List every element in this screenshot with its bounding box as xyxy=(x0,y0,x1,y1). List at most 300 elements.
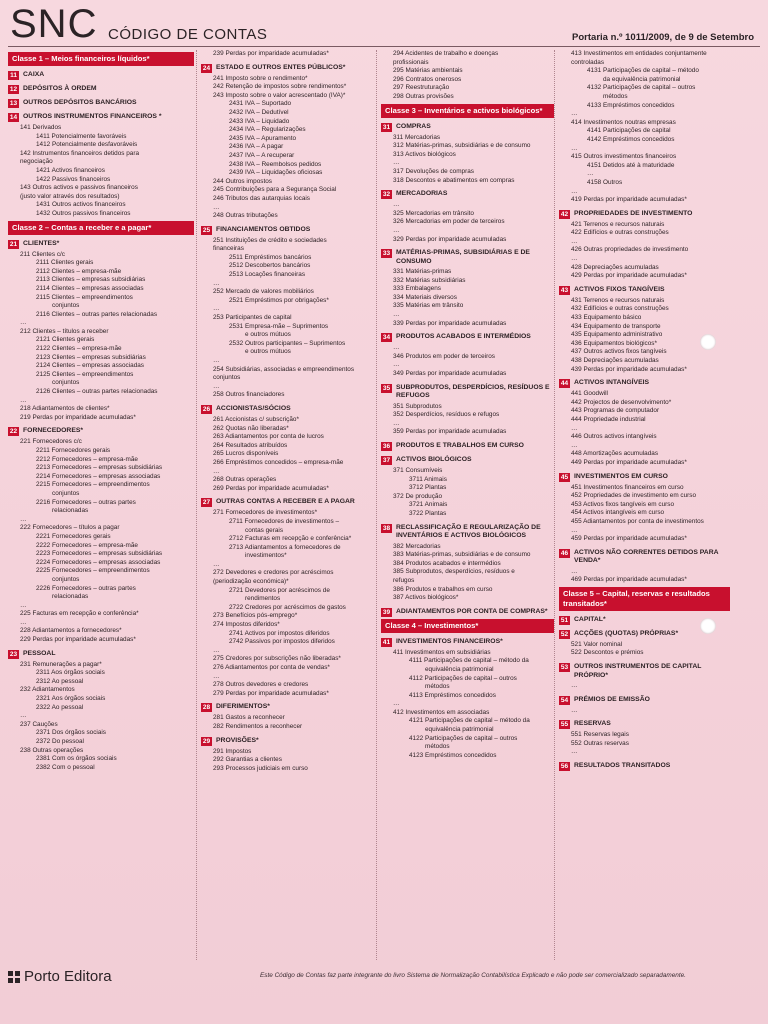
account-heading xyxy=(201,703,376,712)
account-line: métodos xyxy=(425,683,450,691)
account-title: MATÉRIAS-PRIMAS, SUBSIDIÁRIAS E DE CONSUMO xyxy=(396,249,530,265)
account-line: … xyxy=(20,618,27,626)
account-title: DIFERIMENTOS* xyxy=(216,703,270,711)
account-title: PESSOAL xyxy=(23,649,56,657)
account-line: 329 Perdas por imparidade acumuladas xyxy=(393,235,507,243)
account-line: 2434 IVA – Regularizações xyxy=(229,126,306,134)
account-title: INVESTIMENTOS FINANCEIROS* xyxy=(396,637,503,645)
account-line: e outros mútuos xyxy=(245,331,291,339)
account-line: 297 Reestruturação xyxy=(393,84,450,92)
account-heading xyxy=(201,737,376,746)
account-line: 551 Reservas legais xyxy=(571,731,629,739)
account-line: 2113 Clientes – empresas subsidiárias xyxy=(36,276,146,284)
account-line: 311 Mercadorias xyxy=(393,133,441,141)
account-line: 265 Lucros disponíveis xyxy=(213,450,279,458)
account-line: 143 Outros activos e passivos financeiros xyxy=(20,184,138,192)
account-line: 293 Processos judiciais em curso xyxy=(213,764,308,772)
account-line: 2312 Ao pessoal xyxy=(36,677,84,685)
account-line: negociação xyxy=(20,158,53,166)
account-line: 243 Imposto sobre o valor acrescentado (IVA)* xyxy=(213,91,346,99)
account-line: 238 Outras operações xyxy=(20,746,84,754)
account-line: … xyxy=(393,226,400,234)
account-line: 253 Participantes de capital xyxy=(213,314,292,322)
account-heading xyxy=(381,190,554,199)
account-heading xyxy=(201,498,376,507)
account-line: profissionais xyxy=(393,58,429,66)
account-line: 432 Edifícios e outras construções xyxy=(571,305,669,313)
account-line: conjuntos xyxy=(52,379,80,387)
account-line: 232 Adiantamentos xyxy=(20,686,75,694)
account-line: 218 Adiantamentos de clientes* xyxy=(20,405,110,413)
account-line: 384 Produtos acabados e intermédios xyxy=(393,559,501,567)
account-line: 2712 Facturas em recepção e conferência* xyxy=(229,535,352,543)
account-line: … xyxy=(213,560,220,568)
account-line: 371 Consumíveis xyxy=(393,467,443,474)
account-heading xyxy=(201,64,376,73)
account-line: … xyxy=(571,441,578,449)
account-line: 386 Produtos e trabalhos em curso xyxy=(393,585,493,593)
account-line: 382 Mercadorias xyxy=(393,542,441,550)
column-1 xyxy=(8,50,194,960)
account-line: 2721 Devedores por acréscimos de xyxy=(229,586,330,594)
account-line: 272 Devedores e credores por acréscimos xyxy=(213,569,334,577)
account-number-badge: 22 xyxy=(9,428,18,436)
account-line: 331 Matérias-primas xyxy=(393,268,452,276)
account-line: 2436 IVA – A pagar xyxy=(229,143,284,151)
portaria-reference: Portaria n.º 1011/2009, de 9 de Setembro xyxy=(572,32,754,43)
account-number-badge: 54 xyxy=(560,696,569,704)
account-line: 2121 Clientes gerais xyxy=(36,336,95,344)
account-line: 411 Investimentos em subsidiárias xyxy=(393,648,491,656)
account-line: 2432 IVA – Dedutível xyxy=(229,108,289,116)
account-line: … xyxy=(213,646,220,654)
account-title: MERCADORIAS xyxy=(396,190,448,198)
account-line: (periodização económica)* xyxy=(213,578,289,586)
porto-editora-logo-icon xyxy=(8,971,20,983)
account-line: 2224 Fornecedores – empresas associadas xyxy=(36,558,161,566)
account-columns xyxy=(8,50,758,960)
account-line: 2123 Clientes – empresas subsidiárias xyxy=(36,353,146,361)
account-line: 437 Outros activos fixos tangíveis xyxy=(571,348,667,356)
account-line: 2531 Empresa-mãe – Suprimentos xyxy=(229,322,329,330)
account-line: rendimentos xyxy=(245,595,281,603)
account-line: … xyxy=(571,424,578,432)
account-line: 334 Materiais diversos xyxy=(393,293,457,301)
class-header: Classe 2 – Contas a receber e a pagar* xyxy=(8,221,194,235)
account-heading xyxy=(8,240,194,249)
account-line: 412 Investimentos em associadas xyxy=(393,708,490,716)
account-title: DEPÓSITOS À ORDEM xyxy=(23,85,97,92)
account-line: 435 Equipamento administrativo xyxy=(571,331,663,339)
account-line: 385 Subprodutos, desperdícios, resíduos e xyxy=(393,568,515,576)
account-line: 298 Outras provisões xyxy=(393,92,454,100)
account-line: 335 Matérias em trânsito xyxy=(393,302,464,310)
account-number-badge: 55 xyxy=(560,721,569,729)
account-line: 237 Cauções xyxy=(20,720,58,728)
account-line: 258 Outros financiadores xyxy=(213,391,285,399)
account-line: 2214 Fornecedores – empresas associadas xyxy=(36,472,161,480)
account-line: 275 Credores por subscrições não liberadas* xyxy=(213,655,341,663)
account-line: 434 Equipamento de transporte xyxy=(571,322,661,330)
account-line: 221 Fornecedores c/c xyxy=(20,438,82,446)
account-line: 2112 Clientes – empresa-mãe xyxy=(36,267,122,275)
account-title: OUTROS DEPÓSITOS BANCÁRIOS xyxy=(23,99,137,106)
account-line: 469 Perdas por imparidade acumuladas* xyxy=(571,576,687,584)
account-heading xyxy=(8,113,194,122)
account-line: 325 Mercadorias em trânsito xyxy=(393,209,474,217)
account-line: 2126 Clientes – outras partes relacionadas xyxy=(36,388,158,396)
account-title: OUTROS INSTRUMENTOS FINANCEIROS * xyxy=(23,113,162,120)
account-line: 4141 Participações de capital xyxy=(587,127,671,135)
account-line: 279 Perdas por imparidade acumuladas* xyxy=(213,689,329,697)
account-line: 291 Impostos xyxy=(213,747,252,755)
account-line: 2223 Fornecedores – empresas subsidiárias xyxy=(36,550,163,558)
account-heading xyxy=(381,123,554,132)
account-line: 349 Perdas por imparidade acumuladas xyxy=(393,370,507,378)
account-line: … xyxy=(213,279,220,287)
account-line: … xyxy=(393,361,400,369)
account-line: 2382 Com o pessoal xyxy=(36,763,95,771)
account-line: 372 De produção xyxy=(393,492,443,500)
account-line: 431 Terrenos e recursos naturais xyxy=(571,296,665,304)
account-heading xyxy=(381,638,554,647)
account-number-badge: 38 xyxy=(382,524,391,532)
account-line: 3722 Plantas xyxy=(409,509,447,517)
account-line: 2216 Fornecedores – outras partes xyxy=(36,498,136,506)
account-title: RESERVAS xyxy=(574,720,611,728)
account-line: 449 Perdas por imparidade acumuladas* xyxy=(571,458,687,466)
account-line: 141 Derivados xyxy=(20,124,62,131)
account-line: 452 Propriedades de investimento em curso xyxy=(571,492,697,500)
footer-note: Este Código de Contas faz parte integrante do livro Sistema de Normalização Contabilística Explicado e não pode ser comercializado separadamente. xyxy=(260,972,686,979)
account-line: 142 Instrumentos financeiros detidos para xyxy=(20,149,140,157)
account-line: 295 Matérias ambientais xyxy=(393,67,463,75)
account-line: 2511 Empréstimos bancários xyxy=(229,253,312,261)
header xyxy=(6,2,758,46)
account-line: … xyxy=(20,515,27,523)
account-title: FORNECEDORES* xyxy=(23,427,84,435)
account-line: … xyxy=(587,170,594,178)
account-line: 4131 Participações de capital – método xyxy=(587,67,699,75)
account-number-badge: 31 xyxy=(382,123,391,131)
account-line: 451 Investimentos financeiros em curso xyxy=(571,483,684,491)
account-title: CAIXA xyxy=(23,71,45,78)
account-line: … xyxy=(213,382,220,390)
account-line: … xyxy=(393,344,400,352)
class-header: Classe 5 – Capital, reservas e resultados transitados* xyxy=(559,587,730,611)
account-line: … xyxy=(571,748,578,756)
account-line: 4112 Participações de capital – outros xyxy=(409,674,517,682)
account-line: 1421 Activos financeiros xyxy=(36,166,105,174)
account-line: … xyxy=(393,419,400,427)
account-number-badge: 51 xyxy=(560,616,569,624)
account-line: … xyxy=(571,144,578,152)
account-line: 2122 Clientes – empresa-mãe xyxy=(36,345,122,353)
punch-hole-bottom xyxy=(700,618,716,634)
account-number-badge: 11 xyxy=(8,71,19,80)
account-heading xyxy=(559,696,730,705)
account-line: equivalência patrimonial xyxy=(425,665,494,673)
account-line: equivalência patrimonial xyxy=(425,726,494,734)
account-title: SUBPRODUTOS, DESPERDÍCIOS, RESÍDUOS E REFUGOS xyxy=(396,383,550,400)
account-line: 231 Remunerações a pagar* xyxy=(20,660,102,668)
account-number-badge: 52 xyxy=(560,630,569,638)
account-line: 413 Investimentos em entidades conjuntamente xyxy=(571,50,707,57)
account-line: contas gerais xyxy=(245,526,284,534)
account-line: 2722 Credores por acréscimos de gastos xyxy=(229,603,346,611)
account-heading xyxy=(559,286,730,295)
account-title: PRÉMIOS DE EMISSÃO xyxy=(574,695,650,703)
account-line: … xyxy=(571,526,578,534)
account-line: conjuntos xyxy=(52,302,80,310)
account-line: 268 Outras operações xyxy=(213,476,277,484)
account-line: 438 Depreciações acumuladas xyxy=(571,357,659,364)
account-line: 4132 Participações de capital – outros xyxy=(587,84,696,92)
account-heading xyxy=(381,456,554,465)
account-number-badge: 14 xyxy=(9,114,18,121)
account-number-badge: 28 xyxy=(202,704,211,712)
account-line: 2226 Fornecedores – outras partes xyxy=(36,584,136,592)
account-line: 274 Impostos diferidos* xyxy=(213,621,280,629)
account-heading xyxy=(381,442,554,451)
account-heading xyxy=(8,85,194,94)
account-line: 3721 Animais xyxy=(409,501,448,509)
account-line: 262 Quotas não liberadas* xyxy=(213,424,289,432)
account-title: ACTIVOS FIXOS TANGÍVEIS xyxy=(574,285,665,293)
account-title: CLIENTES* xyxy=(23,239,60,247)
account-line: 2311 Aos órgãos sociais xyxy=(36,669,105,677)
account-line: 241 Imposto sobre o rendimento* xyxy=(213,74,308,82)
account-line: 2125 Clientes – empreendimentos xyxy=(36,370,134,378)
account-number-badge: 12 xyxy=(9,86,18,93)
account-heading xyxy=(559,379,730,388)
account-line: 318 Descontos e abatimentos em compras xyxy=(393,176,515,184)
account-title: ACTIVOS BIOLÓGICOS xyxy=(396,456,472,463)
account-line: 359 Perdas por imparidade acumuladas xyxy=(393,428,507,436)
account-line: 1422 Passivos financeiros xyxy=(36,175,111,183)
account-line: 271 Fornecedores de investimentos* xyxy=(213,509,318,517)
account-line: 317 Devoluções de compras xyxy=(393,167,474,175)
account-line: 2532 Outros participantes – Suprimentos xyxy=(229,339,346,347)
account-title: PROPRIEDADES DE INVESTIMENTO xyxy=(574,209,693,217)
account-heading xyxy=(201,405,376,414)
account-number-badge: 13 xyxy=(9,100,18,107)
column-3 xyxy=(376,50,554,960)
account-heading xyxy=(8,650,194,659)
account-number-badge: 23 xyxy=(9,650,18,658)
account-line: 2221 Fornecedores gerais xyxy=(36,532,111,540)
account-number-badge: 29 xyxy=(202,737,211,745)
account-line: … xyxy=(20,712,27,720)
account-number-badge: 24 xyxy=(202,64,211,72)
account-line: 2225 Fornecedores – empreendimentos xyxy=(36,567,150,575)
account-title: ADIANTAMENTOS POR CONTA DE COMPRAS* xyxy=(396,607,548,615)
account-line: 251 Instituições de crédito e sociedades xyxy=(213,236,327,244)
account-number-badge: 46 xyxy=(560,549,569,557)
account-line: … xyxy=(571,187,578,195)
class-header: Classe 1 – Meios financeiros líquidos* xyxy=(8,52,194,66)
brand-title: SNC xyxy=(10,2,98,46)
account-number-badge: 42 xyxy=(560,210,569,218)
account-line: conjuntos xyxy=(213,374,241,382)
account-line: 2124 Clientes – empresas associadas xyxy=(36,362,144,370)
account-line: 228 Adiantamentos a fornecedores* xyxy=(20,627,122,635)
account-line: 442 Projectos de desenvolvimento* xyxy=(571,398,672,406)
account-line: 239 Perdas por imparidade acumuladas* xyxy=(213,50,329,57)
account-line: 244 Outros impostos xyxy=(213,177,272,185)
account-line: 443 Programas de computador xyxy=(571,407,660,415)
account-line: 2213 Fornecedores – empresas subsidiárias xyxy=(36,464,163,472)
account-line: 2713 Adiantamentos a fornecedores de xyxy=(229,543,341,551)
account-line: 4122 Participações de capital – outros xyxy=(409,734,518,742)
account-line: 276 Adiantamentos por conta de vendas* xyxy=(213,664,330,671)
account-line: 264 Resultados atribuídos xyxy=(213,441,288,449)
account-line: 4142 Empréstimos concedidos xyxy=(587,135,675,143)
account-line: … xyxy=(20,319,27,327)
account-title: ACTIVOS NÃO CORRENTES DETIDOS PARA VENDA* xyxy=(574,548,719,565)
account-line: 454 Activos intangíveis em curso xyxy=(571,509,665,517)
account-line: … xyxy=(213,305,220,313)
account-line: 4111 Participações de capital – método da xyxy=(409,657,529,665)
account-line: 444 Propriedade industrial xyxy=(571,415,646,423)
account-line: 552 Outras reservas xyxy=(571,739,629,747)
account-number-badge: 34 xyxy=(382,334,391,342)
account-line: … xyxy=(571,110,578,118)
account-line: métodos xyxy=(425,743,450,751)
account-number-badge: 43 xyxy=(560,286,569,294)
account-line: 269 Perdas por imparidade acumuladas* xyxy=(213,484,329,492)
account-title: OUTROS INSTRUMENTOS DE CAPITAL PRÓPRIO* xyxy=(574,663,702,679)
account-line: 426 Outras propriedades de investimento xyxy=(571,246,689,254)
account-number-badge: 53 xyxy=(560,664,569,672)
account-line: 414 Investimentos noutras empresas xyxy=(571,118,676,126)
account-line: 2212 Fornecedores – empresa-mãe xyxy=(36,455,138,463)
account-heading xyxy=(559,549,730,566)
account-line: da equivalência patrimonial xyxy=(603,75,681,83)
account-number-badge: 35 xyxy=(382,384,391,392)
account-line: 421 Terrenos e recursos naturais xyxy=(571,220,665,228)
account-heading xyxy=(381,384,554,401)
account-line: 433 Equipamento básico xyxy=(571,314,642,322)
account-line: 4133 Empréstimos concedidos xyxy=(587,101,675,109)
account-line: 2371 Dos órgãos sociais xyxy=(36,729,106,737)
account-line: … xyxy=(393,159,400,167)
account-line: e outros mútuos xyxy=(245,348,291,356)
account-title: PRODUTOS ACABADOS E INTERMÉDIOS xyxy=(396,333,531,341)
account-line: … xyxy=(571,682,578,690)
account-line: 333 Embalagens xyxy=(393,285,441,293)
account-line: 242 Retenção de impostos sobre rendimentos* xyxy=(213,83,347,91)
account-heading xyxy=(559,663,730,680)
account-line: métodos xyxy=(603,92,628,100)
account-heading xyxy=(559,210,730,219)
account-line: … xyxy=(571,706,578,714)
account-line: … xyxy=(20,601,27,609)
account-line: 211 Clientes c/c xyxy=(20,250,65,258)
account-line: 2513 Locações financeiras xyxy=(229,271,306,279)
account-line: … xyxy=(393,201,400,209)
account-number-badge: 39 xyxy=(382,608,391,616)
account-line: 263 Adiantamentos por conta de lucros xyxy=(213,433,324,441)
account-line: 2431 IVA – Suportado xyxy=(229,100,292,108)
account-line: 245 Contribuições para a Segurança Social xyxy=(213,186,337,194)
account-line: … xyxy=(213,467,220,475)
account-line: 4121 Participações de capital – método da xyxy=(409,717,530,725)
account-line: 2111 Clientes gerais xyxy=(36,259,94,267)
account-heading xyxy=(8,99,194,108)
column-2 xyxy=(196,50,376,960)
account-line: 446 Outros activos intangíveis xyxy=(571,433,657,441)
account-title: RESULTADOS TRANSITADOS xyxy=(574,762,671,770)
account-line: conjuntos xyxy=(52,489,80,497)
account-line: financeiras xyxy=(213,245,244,253)
account-line: 346 Produtos em poder de terceiros xyxy=(393,352,495,360)
account-title: COMPRAS xyxy=(396,122,431,130)
publisher-logo xyxy=(8,968,112,985)
account-line: 2521 Empréstimos por obrigações* xyxy=(229,296,329,304)
account-line: 3711 Animais xyxy=(409,475,447,483)
header-divider xyxy=(8,46,760,47)
account-number-badge: 33 xyxy=(382,250,391,258)
account-line: 522 Descontos e prémios xyxy=(571,649,644,657)
account-number-badge: 21 xyxy=(9,240,18,248)
account-line: 2116 Clientes – outras partes relacionadas xyxy=(36,310,158,318)
account-title: CAPITAL* xyxy=(574,615,606,623)
account-line: 415 Outros investimentos financeiros xyxy=(571,153,677,161)
account-line: 422 Edifícios e outras construções xyxy=(571,229,669,237)
account-line: 2439 IVA – Liquidações oficiosas xyxy=(229,169,323,177)
account-title: ACTIVOS INTANGÍVEIS xyxy=(574,379,650,387)
account-heading xyxy=(381,333,554,342)
account-line: 292 Garantias a clientes xyxy=(213,756,282,764)
account-line: … xyxy=(20,396,27,404)
account-line: 212 Clientes – títulos a receber xyxy=(20,327,109,335)
class-header: Classe 3 – Inventários e activos biológicos* xyxy=(381,104,554,118)
account-line: refugos xyxy=(393,576,415,584)
account-line: 455 Adiantamentos por conta de investimentos xyxy=(571,517,704,525)
account-line: 222 Fornecedores – títulos a pagar xyxy=(20,524,120,532)
account-line: 2114 Clientes – empresas associadas xyxy=(36,284,144,292)
account-title: PRODUTOS E TRABALHOS EM CURSO xyxy=(396,442,524,449)
account-line: 2433 IVA – Liquidado xyxy=(229,117,290,125)
account-line: 428 Depreciações acumuladas xyxy=(571,263,659,271)
account-line: 282 Rendimentos a reconhecer xyxy=(213,722,303,730)
account-line: 439 Perdas por imparidade acumuladas* xyxy=(571,365,687,373)
account-line: … xyxy=(571,255,578,263)
account-line: 339 Perdas por imparidade acumuladas xyxy=(393,319,507,327)
account-heading xyxy=(381,524,554,541)
account-line: 2512 Descobertos bancários xyxy=(229,262,311,270)
account-line: 281 Gastos a reconhecer xyxy=(213,714,285,722)
account-line: controladas xyxy=(571,58,605,66)
account-line: 2321 Aos órgãos sociais xyxy=(36,695,106,703)
account-line: 1411 Potencialmente favoráveis xyxy=(36,132,127,140)
account-line: … xyxy=(393,311,400,319)
account-line: 2372 Do pessoal xyxy=(36,738,84,745)
account-line: 521 Valor nominal xyxy=(571,640,623,648)
account-line: 2742 Passivos por impostos diferidos xyxy=(229,638,335,646)
account-line: 1432 Outros passivos financeiros xyxy=(36,209,131,217)
account-number-badge: 44 xyxy=(560,380,569,388)
account-line: 326 Mercadorias em poder de terceiros xyxy=(393,218,505,226)
account-line: 441 Goodwill xyxy=(571,390,608,398)
account-line: … xyxy=(213,672,220,680)
account-line: 225 Facturas em recepção e conferência* xyxy=(20,610,139,618)
account-line: 459 Perdas por imparidade acumuladas* xyxy=(571,535,687,543)
account-line: … xyxy=(213,203,220,211)
account-line: 252 Mercado de valores mobiliários xyxy=(213,288,314,296)
account-heading xyxy=(8,427,194,436)
